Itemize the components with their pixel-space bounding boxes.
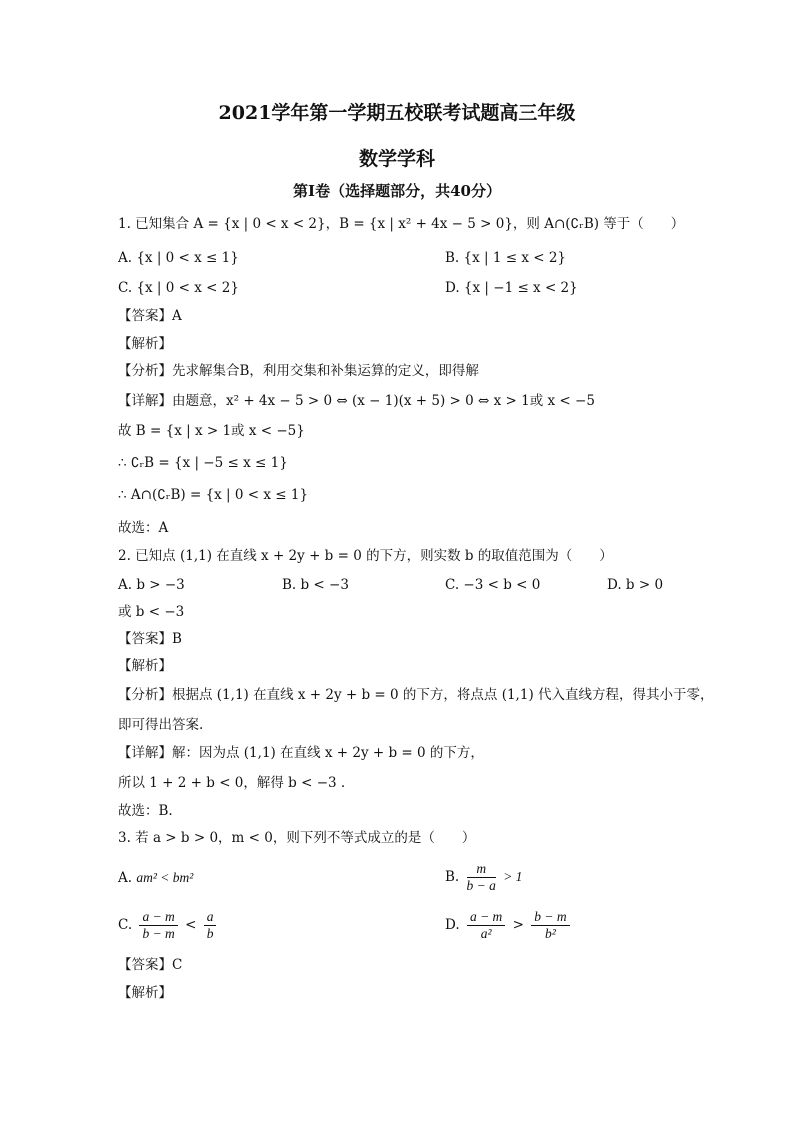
q3-option-c-right-denominator: b bbox=[206, 926, 214, 941]
q3-jiexi-heading: 【解析】 bbox=[118, 985, 172, 1001]
q3-option-d-right-denominator: b² bbox=[544, 926, 556, 941]
q3-option-d-label: D. bbox=[445, 917, 460, 933]
q3-option-d-right-fraction bbox=[531, 909, 569, 942]
q3-option-a-expr: am² < bm² bbox=[136, 870, 194, 885]
q3-option-d-right-numerator: b − m bbox=[531, 909, 569, 926]
q1-step-3: ∴ A∩(∁ᵣB) = {x | 0 < x ≤ 1} bbox=[118, 487, 309, 503]
q2-step-1: 所以 1 + 2 + b < 0，解得 b < −3 . bbox=[118, 775, 346, 791]
q1-answer: 【答案】A bbox=[118, 308, 182, 324]
q3-option-d-left-denominator: a² bbox=[480, 926, 492, 941]
q1-jiexi-heading: 【解析】 bbox=[118, 336, 172, 352]
q3-option-b-tail: > 1 bbox=[503, 869, 523, 884]
q3-option-c-right-numerator: a bbox=[204, 909, 217, 926]
q1-option-a: A. {x | 0 < x ≤ 1} bbox=[118, 250, 239, 266]
q1-step-1: 故 B = {x | x > 1或 x < −5} bbox=[118, 423, 305, 439]
q3-option-d-relation: > bbox=[512, 917, 524, 933]
section-title: 第I卷（选择题部分，共40分） bbox=[293, 182, 501, 200]
q3-option-b-fraction bbox=[467, 861, 496, 894]
q3-option-c-left-numerator: a − m bbox=[139, 909, 177, 926]
q1-analysis: 【分析】先求解集合B，利用交集和补集运算的定义，即得解 bbox=[118, 363, 479, 379]
q2-option-a: A. b > −3 bbox=[118, 577, 185, 593]
q3-option-c-left-denominator: b − m bbox=[142, 926, 175, 941]
q3-option-d-left-fraction bbox=[467, 909, 505, 942]
q2-answer: 【答案】B bbox=[118, 631, 182, 647]
q2-jiexi-heading: 【解析】 bbox=[118, 658, 172, 674]
subject-title: 数学学科 bbox=[358, 148, 435, 170]
q1-choice: 故选：A bbox=[118, 520, 169, 536]
q2-option-d-continued: 或 b < −3 bbox=[118, 604, 185, 620]
q2-option-b: B. b < −3 bbox=[282, 577, 349, 593]
q1-option-b: B. {x | 1 ≤ x < 2} bbox=[445, 250, 567, 266]
q3-option-c-left-fraction bbox=[139, 909, 177, 942]
q3-option-c bbox=[118, 906, 219, 944]
q3-option-b-label: B. bbox=[445, 869, 460, 885]
q3-option-c-label: C. bbox=[118, 917, 133, 933]
q3-stem: 3. 若 a > b > 0，m < 0，则下列不等式成立的是（ ） bbox=[118, 830, 476, 846]
q1-option-d: D. {x | −1 ≤ x < 2} bbox=[445, 280, 578, 296]
q3-option-a bbox=[118, 868, 193, 888]
q3-option-a-label: A. bbox=[118, 870, 133, 886]
exam-title: 2021学年第一学期五校联考试题高三年级 bbox=[218, 102, 576, 124]
q3-option-b bbox=[445, 858, 522, 896]
q2-stem: 2. 已知点 (1,1) 在直线 x + 2y + b = 0 的下方，则实数 b 的取值范围为（ ） bbox=[118, 548, 613, 564]
q2-choice: 故选：B. bbox=[118, 803, 173, 819]
q3-answer: 【答案】C bbox=[118, 957, 183, 973]
q1-stem: 1. 已知集合 A = {x | 0 < x < 2}，B = {x | x² + 4x − 5 > 0}，则 A∩(∁ᵣB) 等于（ ） bbox=[118, 216, 685, 232]
q1-step-2: ∴ ∁ᵣB = {x | −5 ≤ x ≤ 1} bbox=[118, 455, 288, 471]
q2-analysis-line-1: 【分析】根据点 (1,1) 在直线 x + 2y + b = 0 的下方，将点点 (1,1) 代入直线方程，得其小于零， bbox=[118, 687, 714, 703]
q3-option-d bbox=[445, 906, 573, 944]
q2-option-c: C. −3 < b < 0 bbox=[445, 577, 541, 593]
q3-option-d-left-numerator: a − m bbox=[467, 909, 505, 926]
q3-option-c-relation: < bbox=[185, 917, 197, 933]
q2-detail: 【详解】解：因为点 (1,1) 在直线 x + 2y + b = 0 的下方， bbox=[118, 745, 484, 761]
q2-option-d: D. b > 0 bbox=[607, 577, 664, 593]
q3-option-c-right-fraction bbox=[204, 909, 217, 942]
q3-option-b-numerator: m bbox=[467, 861, 496, 878]
q1-detail: 【详解】由题意，x² + 4x − 5 > 0 ⇔ (x − 1)(x + 5) > 0 ⇔ x > 1或 x < −5 bbox=[118, 393, 595, 409]
q1-option-c: C. {x | 0 < x < 2} bbox=[118, 280, 239, 296]
q2-analysis-line-2: 即可得出答案. bbox=[118, 717, 204, 733]
q3-option-b-denominator: b − a bbox=[466, 878, 496, 893]
